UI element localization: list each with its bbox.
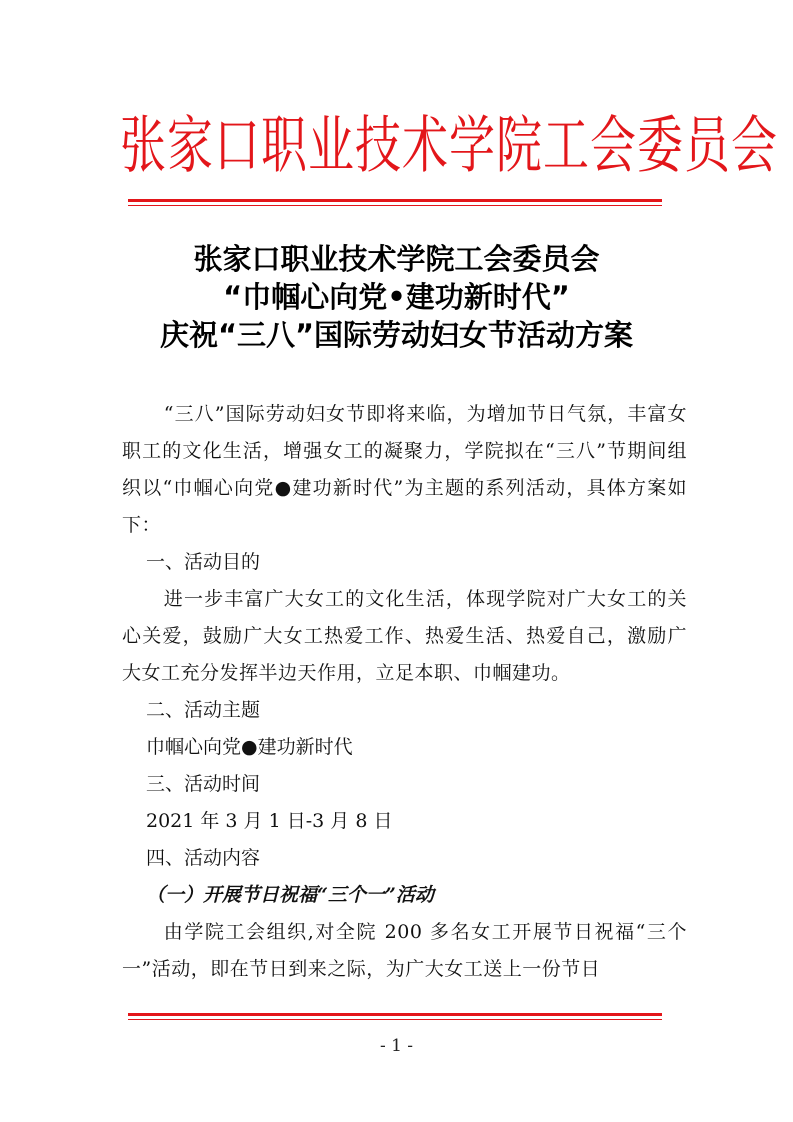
section-heading-theme: 二、活动主题 [146,699,261,721]
section-text-theme: 巾帼心向党●建功新时代 [146,736,353,758]
footer-rule-thick [128,1013,662,1016]
title-line-1: 张家口职业技术学院工会委员会 [193,242,600,276]
subsection-heading-greetings: （一）开展节日祝福“三个一”活动 [146,884,434,906]
footer-rule-thin [128,1019,662,1020]
subsection-text-greetings: 由学院工会组织,对全院 200 多名女工开展节日祝福“三个一”活动，即在节日到来之际，为广大女工送上一份节日 [122,921,687,980]
title-line-2: “巾帼心向党•建功新时代” [223,280,570,314]
section-heading-time: 三、活动时间 [146,773,261,795]
page-number: - 1 - [379,1036,414,1056]
document-body [122,396,687,988]
document-title [60,240,733,354]
letterhead-org-name: 张家口职业技术学院工会委员会 [120,108,778,182]
section-text-time: 2021 年 3 月 1 日-3 月 8 日 [146,810,393,832]
section-text-purpose: 进一步丰富广大女工的文化生活，体现学院对广大女工的关心关爱，鼓励广大女工热爱工作、热爱生活、热爱自己，激励广大女工充分发挥半边天作用，立足本职、巾帼建功。 [122,588,687,684]
intro-paragraph: “三八”国际劳动妇女节即将来临，为增加节日气氛，丰富女职工的文化生活，增强女工的凝聚力，学院拟在“三八”节期间组织以“巾帼心向党●建功新时代”为主题的系列活动，具体方案如下： [122,403,687,536]
letterhead-rule-thick [128,199,662,202]
section-heading-purpose: 一、活动目的 [146,551,261,573]
section-heading-content: 四、活动内容 [146,847,261,869]
title-line-3: 庆祝“三八”国际劳动妇女节活动方案 [159,318,634,352]
letterhead-rule-thin [128,205,662,206]
